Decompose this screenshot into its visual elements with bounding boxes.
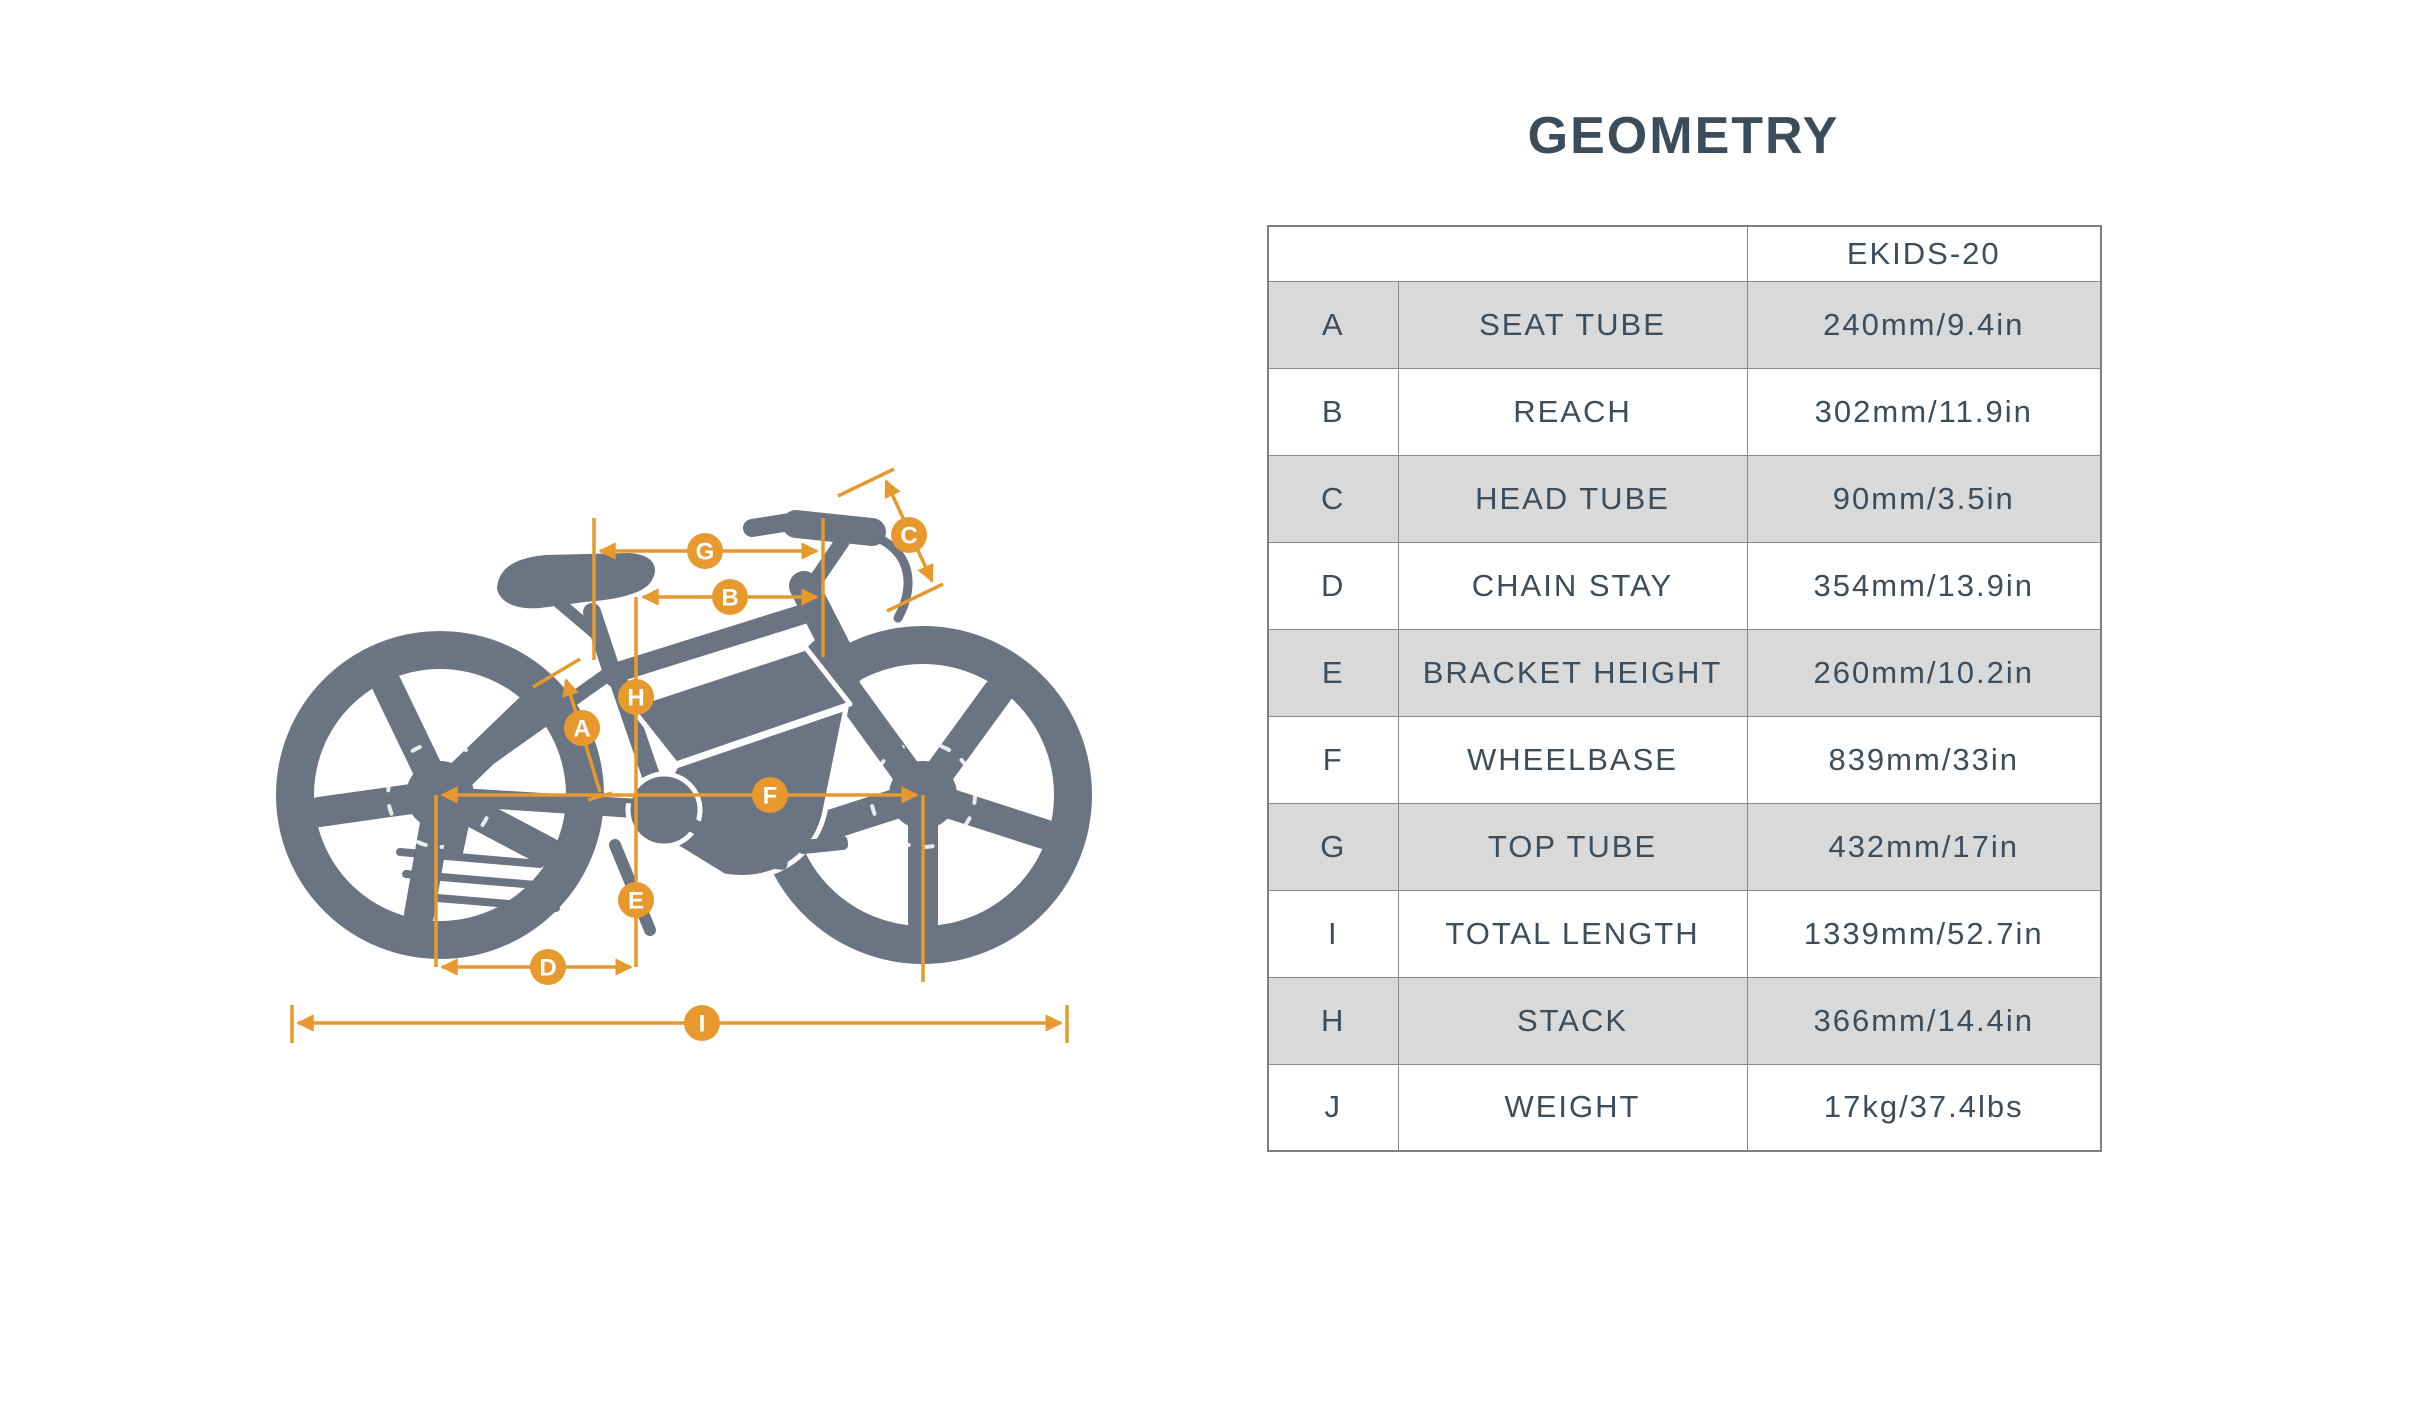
dim-value: 302mm/11.9in [1747,368,2101,455]
table-row [1268,455,2101,542]
badge-stack [618,679,654,715]
badge-top-tube [687,533,723,569]
table-row [1268,803,2101,890]
dim-letter: F [1268,716,1398,803]
dim-name: TOP TUBE [1398,803,1747,890]
badge-bracket-height [618,882,654,918]
dim-value: 260mm/10.2in [1747,629,2101,716]
dim-value: 1339mm/52.7in [1747,890,2101,977]
table-row [1268,542,2101,629]
badge-letter: D [539,954,557,982]
dim-name: REACH [1398,368,1747,455]
table-row [1268,890,2101,977]
dim-name: TOTAL LENGTH [1398,890,1747,977]
dim-value: 17kg/37.4lbs [1747,1064,2101,1151]
badge-letter: H [627,684,645,712]
badge-head-tube [891,517,927,553]
badge-chain-stay [530,949,566,985]
header-empty-cell [1268,226,1747,281]
badge-letter: A [573,715,591,743]
table-row [1268,629,2101,716]
badge-total-length [684,1005,720,1041]
dim-name: STACK [1398,977,1747,1064]
badge-letter: B [721,584,739,612]
dim-letter: G [1268,803,1398,890]
model-header: EKIDS-20 [1747,226,2101,281]
table-row [1268,281,2101,368]
dim-letter: B [1268,368,1398,455]
dim-value: 366mm/14.4in [1747,977,2101,1064]
page-title: GEOMETRY [1527,107,1840,165]
dim-letter: D [1268,542,1398,629]
badge-letter: E [627,887,645,915]
table-row [1268,1064,2101,1151]
geometry-table [1267,225,2102,1152]
dim-letter: J [1268,1064,1398,1151]
badge-letter: C [900,522,918,550]
badge-letter: F [762,782,778,810]
dim-letter: A [1268,281,1398,368]
dim-letter: H [1268,977,1398,1064]
dim-value: 240mm/9.4in [1747,281,2101,368]
dim-value: 839mm/33in [1747,716,2101,803]
badge-reach [712,579,748,615]
bike-silhouette [295,522,1073,945]
table-row [1268,977,2101,1064]
table-header-row [1268,226,2101,281]
dim-name: SEAT TUBE [1398,281,1747,368]
badge-letter: G [695,538,715,566]
table-row [1268,368,2101,455]
dim-name: BRACKET HEIGHT [1398,629,1747,716]
dim-value: 354mm/13.9in [1747,542,2101,629]
table-row [1268,716,2101,803]
badge-letter: I [698,1010,706,1038]
dim-name: HEAD TUBE [1398,455,1747,542]
dim-letter: C [1268,455,1398,542]
c-bottom-tick [887,584,943,611]
dim-name: WEIGHT [1398,1064,1747,1151]
dim-name: CHAIN STAY [1398,542,1747,629]
dim-value: 432mm/17in [1747,803,2101,890]
badge-seat-tube [564,710,600,746]
badge-wheelbase [752,777,788,813]
dim-letter: E [1268,629,1398,716]
dim-letter: I [1268,890,1398,977]
dim-name: WHEELBASE [1398,716,1747,803]
dim-value: 90mm/3.5in [1747,455,2101,542]
